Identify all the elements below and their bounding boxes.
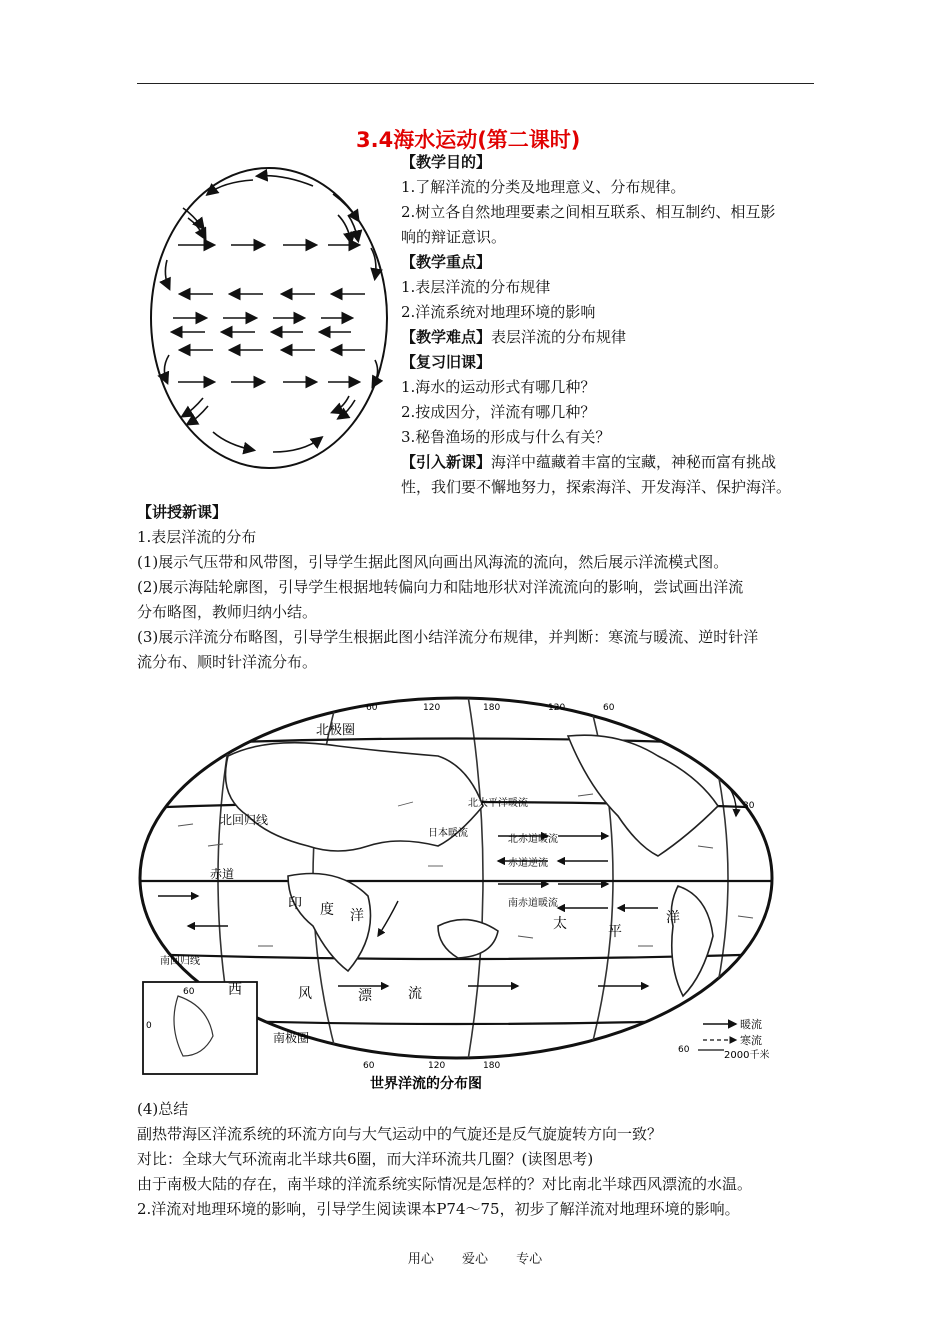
map-label-antarctic: 南极圈 [273, 1031, 310, 1045]
intro-heading: 【引入新课】 [401, 453, 492, 471]
tick-6: 30 [743, 801, 755, 811]
goal-item-1: 1.了解洋流的分类及地理意义、分布规律。 [401, 178, 686, 196]
lecture-line-5: (3)展示洋流分布略图，引导学生根据此图小结洋流分布规律，并判断：寒流与暖流、逆时针洋 [137, 628, 759, 646]
map-label-4: 平 [608, 924, 622, 940]
footer-item-1: 用心 [407, 1252, 434, 1267]
goal-item-2a: 2.树立各自然地理要素之间相互联系、相互制约、相互影 [401, 203, 776, 221]
map-label-5: 洋 [666, 910, 680, 926]
intro-text-b: 性，我们要不懈地努力，探索海洋、开发海洋、保护海洋。 [401, 478, 792, 496]
tick-7: 60 [183, 987, 195, 997]
difficulty-line [401, 325, 626, 349]
map-label-arctic: 北极圈 [316, 723, 356, 738]
tick-10: 180 [483, 1061, 501, 1071]
tick-1: 120 [423, 703, 441, 713]
map-label-equator: 赤道 [210, 867, 235, 881]
tick-9: 120 [428, 1061, 446, 1071]
summary-line-3: 对比：全球大气环流南北半球共6圈，而大洋环流共几圈？(读图思考) [137, 1150, 594, 1168]
summary-line-1: (4)总结 [137, 1100, 189, 1118]
lecture-line-1: 1.表层洋流的分布 [137, 528, 257, 546]
difficulty-heading: 【教学难点】 [401, 328, 492, 346]
map-label-3: 太 [553, 916, 567, 932]
map-label-8: 漂 [358, 988, 372, 1004]
footer-item-3: 专心 [516, 1252, 543, 1267]
tick-0: 60 [366, 703, 378, 713]
legend-scale: 2000千米 [724, 1050, 770, 1061]
map-label-10: 印 [288, 896, 302, 912]
page-footer [0, 1248, 950, 1267]
tick-4: 60 [603, 703, 615, 713]
lecture-heading: 【讲授新课】 [137, 503, 228, 521]
map-caption: 世界洋流的分布图 [370, 1076, 482, 1092]
intro-line [401, 450, 776, 474]
map-label-tropic-s: 南回归线 [160, 956, 200, 967]
legend-cold: 寒流 [740, 1034, 762, 1047]
map-label-12: 洋 [350, 908, 364, 924]
current-model-diagram [143, 160, 395, 478]
tick-5: 0 [146, 1021, 152, 1031]
goal-heading: 【教学目的】 [401, 153, 492, 171]
key-item-1: 1.表层洋流的分布规律 [401, 278, 551, 296]
world-current-map [138, 696, 775, 1094]
difficulty-text: 表层洋流的分布规律 [491, 328, 627, 346]
key-item-2: 2.洋流系统对地理环境的影响 [401, 303, 596, 321]
lecture-line-3: (2)展示海陆轮廓图，引导学生根据地转偏向力和陆地形状对洋流流向的影响，尝试画出洋流 [137, 578, 744, 596]
review-item-2: 2.按成因分，洋流有哪几种？ [401, 403, 596, 421]
lecture-line-4: 分布略图，教师归纳小结。 [137, 603, 318, 621]
review-item-3: 3.秘鲁渔场的形成与什么有关？ [401, 428, 611, 446]
map-label-14: 北太平洋暖流 [468, 798, 528, 809]
tick-8: 60 [363, 1061, 375, 1071]
summary-line-2: 副热带海区洋流系统的环流方向与大气运动中的气旋还是反气旋旋转方向一致？ [137, 1125, 663, 1143]
lecture-line-2: (1)展示气压带和风带图，引导学生据此图风向画出风海流的流向，然后展示洋流模式图。 [137, 553, 729, 571]
map-label-7: 风 [298, 986, 312, 1002]
summary-line-5: 2.洋流对地理环境的影响，引导学生阅读课本P74～75，初步了解洋流对地理环境的影响。 [137, 1200, 740, 1218]
summary-line-4: 由于南极大陆的存在，南半球的洋流系统实际情况是怎样的？对比南北半球西风漂流的水温。 [137, 1175, 753, 1193]
intro-text-a: 海洋中蕴藏着丰富的宝藏，神秘而富有挑战 [491, 453, 777, 471]
map-label-1: 赤道逆流 [508, 858, 548, 869]
map-label-6: 西 [228, 982, 242, 998]
review-heading: 【复习旧课】 [401, 353, 492, 371]
footer-item-2: 爱心 [461, 1252, 488, 1267]
page-title: 3.4海水运动(第二课时) [356, 128, 581, 152]
goal-item-2b: 响的辩证意识。 [401, 228, 507, 246]
map-label-9: 流 [408, 986, 422, 1002]
map-label-0: 北赤道暖流 [508, 834, 558, 845]
map-label-13: 日本暖流 [428, 828, 468, 839]
map-label-tropic-n: 北回归线 [220, 813, 269, 827]
tick-2: 180 [483, 703, 501, 713]
map-label-2: 南赤道暖流 [508, 898, 558, 909]
map-label-11: 度 [320, 902, 334, 918]
header-rule [137, 83, 814, 84]
key-heading: 【教学重点】 [401, 253, 492, 271]
tick-3: 120 [548, 703, 566, 713]
review-item-1: 1.海水的运动形式有哪几种？ [401, 378, 596, 396]
tick-11: 60 [678, 1045, 690, 1055]
lecture-line-6: 流分布、顺时针洋流分布。 [137, 653, 318, 671]
legend-warm: 暖流 [740, 1018, 762, 1031]
